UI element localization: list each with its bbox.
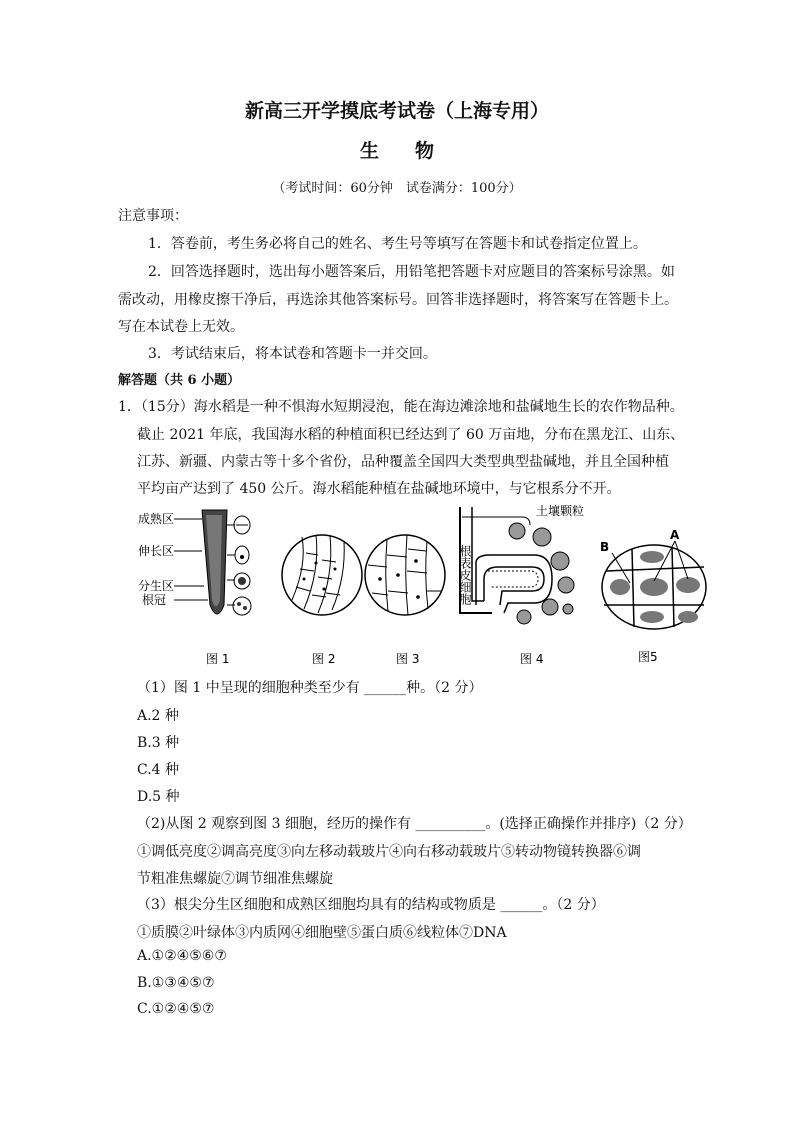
fig1-label-elongation: 伸长区 <box>138 544 175 558</box>
q1-sub3-option-c: C.①②④⑤⑦ <box>137 1001 215 1017</box>
q1-sub3: （3）根尖分生区细胞和成熟区细胞均具有的结构或物质是 ______。（2 分） <box>137 897 605 913</box>
fig1-label-rootcap: 根冠 <box>142 593 167 607</box>
page-title: 新高三开学摸底考试卷（上海专用） <box>244 100 549 122</box>
q1-intro-line-2: 截止 2021 年底，我国海水稻的种植面积已经达到了 60 万亩地，分布在黑龙江、山东、 <box>137 427 685 443</box>
q1-sub2-opts-line-2: 节粗准焦螺旋⑦调节细准焦螺旋 <box>137 871 333 887</box>
figures-svg <box>132 505 712 670</box>
q1-intro-line-3: 江苏、新疆、内蒙古等十多个省份，品种覆盖全国四大类型典型盐碱地，并且全国种植 <box>137 454 669 470</box>
q1-figures <box>132 505 712 670</box>
q1-sub1: （1）图 1 中呈现的细胞种类至少有 ______种。（2 分） <box>137 680 483 696</box>
q1-sub3-option-b: B.①③④⑤⑦ <box>137 975 215 991</box>
fig2-caption: 图 2 <box>312 652 336 666</box>
subject-title: 生物 <box>359 140 470 162</box>
fig5-label-b: B <box>600 540 610 554</box>
q1-sub3-option-a: A.①②④⑤⑥⑦ <box>137 948 227 964</box>
fig4-label-soil: 土壤颗粒 <box>536 505 585 518</box>
q1-sub3-list: ①质膜②叶绿体③内质网④细胞壁⑤蛋白质⑥线粒体⑦DNA <box>137 925 507 941</box>
fig4-caption: 图 4 <box>520 652 544 666</box>
exam-time-info: （考试时间：60分钟 试卷满分：100分） <box>272 181 522 196</box>
q1-sub1-option-b: B.3 种 <box>137 735 180 751</box>
fig5-label-a: A <box>670 528 680 542</box>
figure-5-cells <box>600 528 706 664</box>
q1-sub1-option-c: C.4 种 <box>137 762 180 778</box>
note-item-2-line-3: 写在本试卷上无效。 <box>118 319 244 335</box>
fig1-caption: 图 1 <box>206 652 230 666</box>
fig5-caption: 图5 <box>638 650 658 664</box>
fig1-label-meristem: 分生区 <box>138 579 175 593</box>
figure-1-root-tip <box>138 510 251 666</box>
q1-intro-line-4: 平均亩产达到了 450 公斤。海水稻能种植在盐碱地环境中，与它根系分不开。 <box>137 481 621 497</box>
note-item-1: 1．答卷前，考生务必将自己的姓名、考生号等填写在答题卡和试卷指定位置上。 <box>148 236 647 252</box>
q1-intro-line-1: 1．（15分）海水稻是一种不惧海水短期浸泡，能在海边滩涂地和盐碱地生长的农作物品种。 <box>118 399 684 415</box>
section-heading: 解答题（共 6 小题） <box>118 373 241 388</box>
figure-2-cells <box>282 535 362 666</box>
note-item-2-line-1: 2．回答选择题时，选出每小题答案后，用铅笔把答题卡对应题目的答案标号涂黑。如 <box>148 264 675 280</box>
q1-sub2: （2)从图 2 观察到图 3 细胞，经历的操作有 __________。(选择正确操作并排序)（2 分） <box>137 816 692 832</box>
notes-heading: 注意事项： <box>118 208 188 224</box>
note-item-3: 3．考试结束后，将本试卷和答题卡一并交回。 <box>148 346 437 362</box>
q1-sub2-opts-line-1: ①调低亮度②调高亮度③向左移动载玻片④向右移动载玻片⑤转动物镜转换器⑥调 <box>137 844 641 860</box>
fig3-caption: 图 3 <box>396 652 420 666</box>
figure-4-root-hair <box>458 505 584 666</box>
q1-sub1-option-d: D.5 种 <box>137 789 180 805</box>
fig1-label-maturation: 成熟区 <box>138 512 175 526</box>
figure-3-cells <box>365 535 445 666</box>
fig4-label-epidermis: 根表皮细胞 <box>458 545 472 605</box>
note-item-2-line-2: 需改动，用橡皮擦干净后，再选涂其他答案标号。回答非选择题时，将答案写在答题卡上。 <box>118 292 678 308</box>
q1-sub1-option-a: A.2 种 <box>137 708 179 724</box>
